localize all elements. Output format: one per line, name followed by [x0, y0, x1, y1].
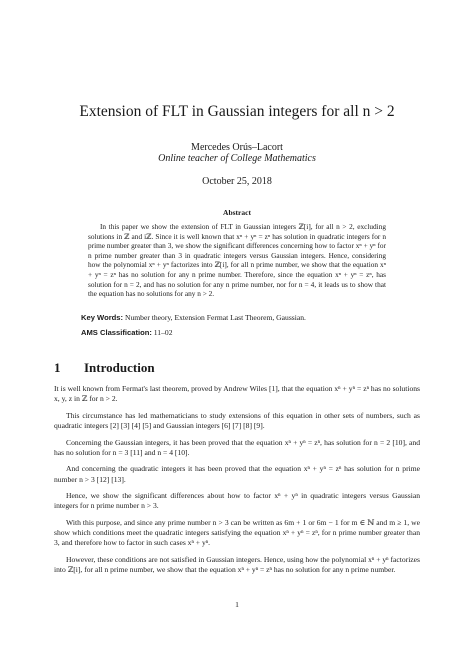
section-number: 1	[54, 360, 61, 375]
author-name: Mercedes Orús–Lacort	[191, 142, 283, 153]
keywords-label: Key Words:	[81, 313, 124, 322]
paragraph: It is well known from Fermat's last theorem, proved by Andrew Wiles [1], that the equation xⁿ + yⁿ = zⁿ has no solutions x, y, z in ℤ for n > 2.	[54, 384, 420, 404]
ams-label: AMS Classification:	[81, 328, 152, 337]
ams-value: 11–02	[153, 328, 173, 337]
paragraph: This circumstance has led mathematicians to study extensions of this equation in other sets of numbers, such as quadratic integers [2] [3] [4] [5] and Gaussian integers [6] [7] [8] [9].	[54, 410, 420, 430]
paragraph: Concerning the Gaussian integers, it has been proved that the equation xⁿ + yⁿ = zⁿ, has solution for n = 2 [10], and has no solution for n = 3 [11] and n = 4 [10].	[54, 437, 420, 457]
keywords-value: Number theory, Extension Fermat Last Theorem, Gaussian.	[124, 313, 306, 322]
author-affiliation: Online teacher of College Mathematics	[158, 153, 316, 164]
paragraph: Hence, we show the significant differences about how to factor xⁿ + yⁿ in quadratic integers versus Gaussian integers for n prime number n > 3.	[54, 491, 420, 511]
paper-title: Extension of FLT in Gaussian integers for all n > 2	[79, 103, 395, 120]
ams-classification	[81, 328, 401, 338]
page-number: 1	[235, 600, 239, 609]
paragraph: With this purpose, and since any prime number n > 3 can be written as 6m + 1 or 6m − 1 for m ∈ ℕ and m ≥ 1, we show which conditions meet the quadratic integers satisfying the equation xⁿ + yⁿ = zⁿ, for n prime number greater than 3, and therefore how to factor in such cases xⁿ + yⁿ.	[54, 517, 420, 548]
paragraph: And concerning the quadratic integers it has been proved that the equation xⁿ + yⁿ = zⁿ has solution for n prime number n > 3 [12] [13].	[54, 464, 420, 484]
keywords	[81, 313, 401, 323]
introduction-body	[54, 384, 420, 582]
section-title: Introduction	[84, 360, 155, 375]
paper-date: October 25, 2018	[202, 176, 272, 187]
paragraph: However, these conditions are not satisfied in Gaussian integers. Hence, using how the polynomial xⁿ + yⁿ factorizes into ℤ[i], for all n prime number, we show that the equation xⁿ + yⁿ = zⁿ has no solution for any n prime number.	[54, 554, 420, 575]
abstract-heading: Abstract	[223, 208, 251, 217]
section-heading	[54, 360, 155, 376]
abstract-text: In this paper we show the extension of FLT in Gaussian integers ℤ[i], for all n > 2, excluding solutions in ℤ and iℤ. Since it is well known that xⁿ + yⁿ = zⁿ has solution in quadratic integers for n prime number greater than 3, we show the significant differences concerning how to factor xⁿ + yⁿ for n prime number greater than 3 in quadratic integers versus Gaussian integers. Hence, considering how the polynomial xⁿ + yⁿ factorizes into ℤ[i], for all n prime number, we show that the equation xⁿ + yⁿ = zⁿ has no solution for any n prime number. Therefore, since the equation xⁿ + yⁿ = zⁿ, has solution for n = 2, and has no solution for any n prime number, nor for n = 4, it leads us to show that the equation has no solutions for any n > 2.	[88, 222, 386, 299]
